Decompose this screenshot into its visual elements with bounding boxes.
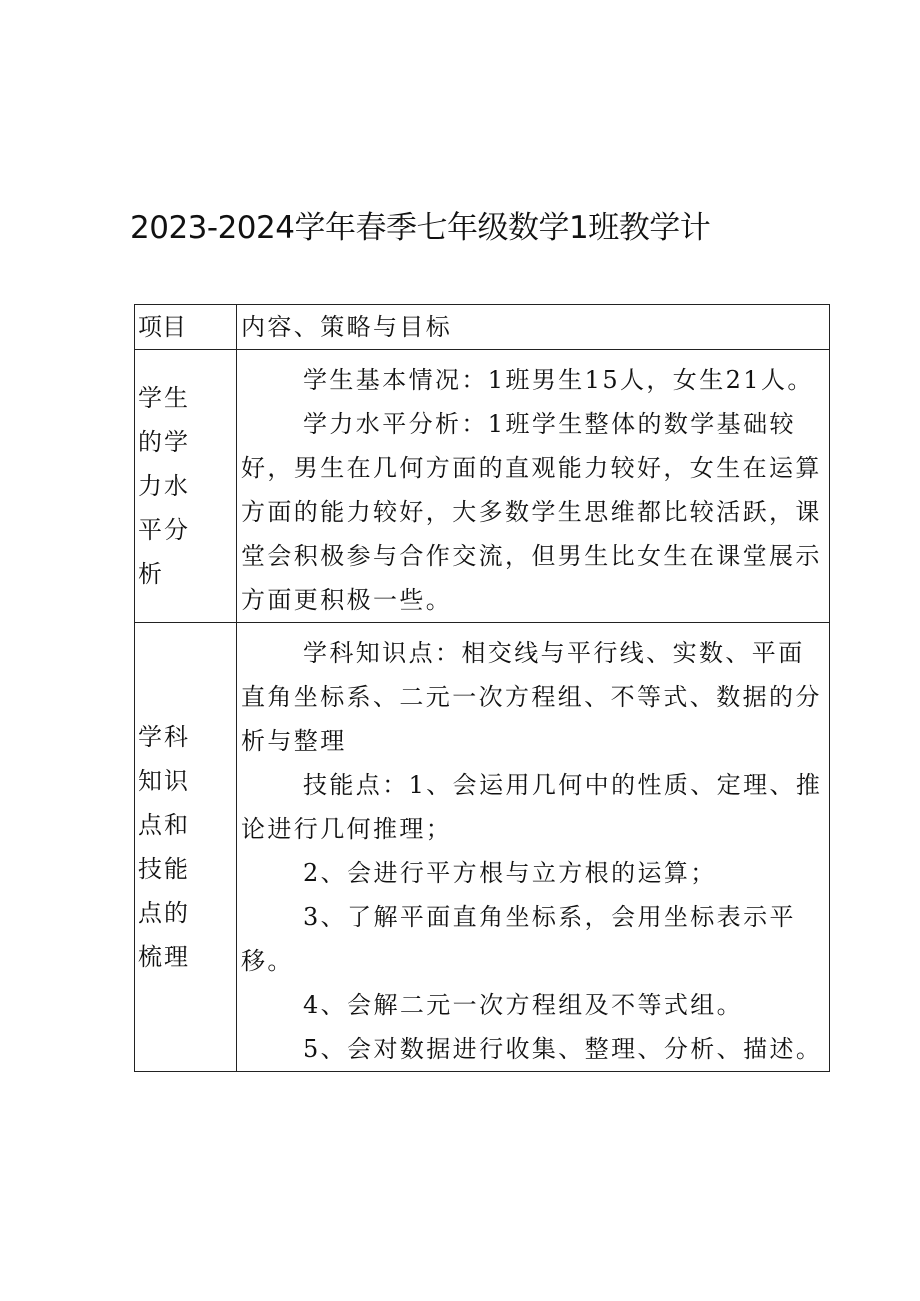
content-paragraph: 4、会解二元一次方程组及不等式组。 [303,991,744,1019]
page-title: 2023-2024学年春季七年级数学1班教学计 [130,210,711,246]
content-paragraph: 2、会进行平方根与立方根的运算； [303,859,717,887]
row-content-cell [237,623,830,1072]
plan-table [134,304,830,1072]
table-row [135,623,830,1072]
content-paragraph: 技能点：1、会运用几何中的性质、定理、推论进行几何推理； [241,771,823,843]
table-row [135,350,830,623]
row-content-cell [237,350,830,623]
content-paragraph: 学生基本情况：1班男生15人，女生21人。 [303,366,814,394]
content-paragraph: 学力水平分析：1班学生整体的数学基础较好，男生在几何方面的直观能力较好，女生在运算方面的能力较好，大多数学生思维都比较活跃，课堂会积极参与合作交流，但男生比女生在课堂展示方面更积极一些。 [241,410,822,614]
content-paragraph: 学科知识点：相交线与平行线、实数、平面直角坐标系、二元一次方程组、不等式、数据的分析与整理 [241,639,822,755]
content-paragraph: 5、会对数据进行收集、整理、分析、描述。 [303,1035,823,1063]
header-item-cell: 项目 [135,305,237,350]
row-label-cell [135,350,237,623]
row-label: 学生的学力水平分析 [138,384,190,588]
content-paragraph: 3、了解平面直角坐标系，会用坐标表示平移。 [241,903,796,975]
table-header-row [135,305,830,350]
row-label-cell [135,623,237,1072]
row-label: 学科知识点和技能点的梳理 [138,723,190,971]
header-content-cell: 内容、策略与目标 [237,305,830,350]
